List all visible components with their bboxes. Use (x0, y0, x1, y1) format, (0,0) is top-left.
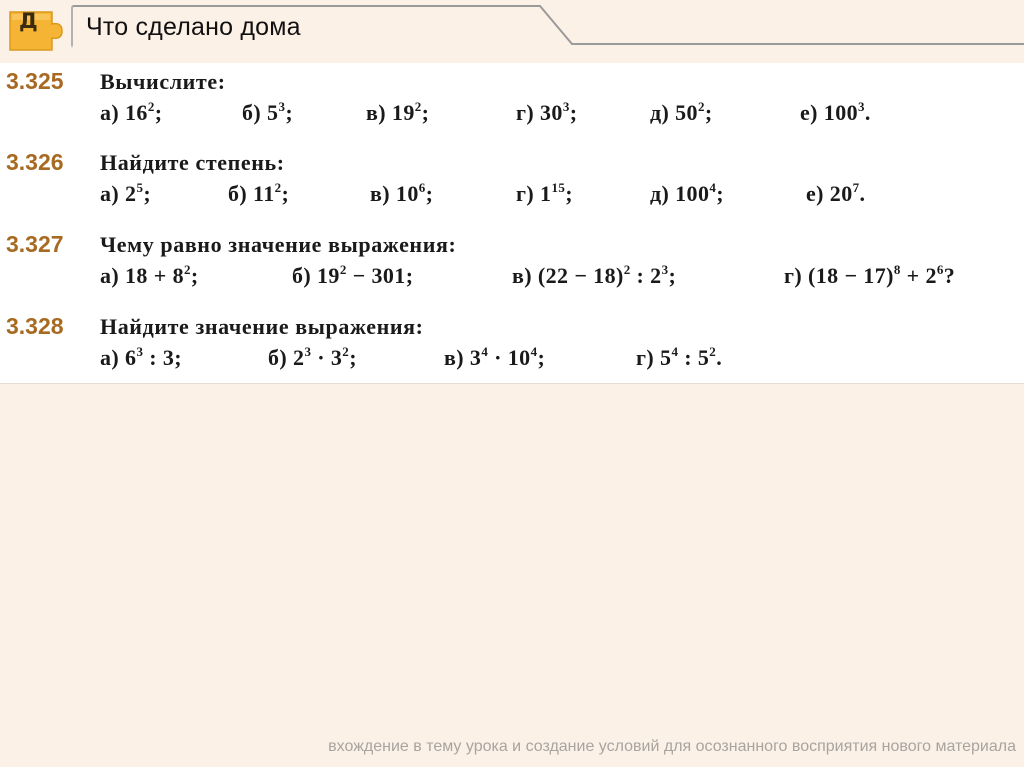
exercise-item (100, 100, 162, 126)
expression-base: (18 − 17) (808, 263, 894, 288)
exponent: 3 (562, 99, 570, 114)
exponent: 7 (852, 180, 860, 195)
item-punctuation: ; (425, 181, 434, 206)
expression-base: 100 (823, 100, 858, 125)
expression-base: 18 + 8 (125, 263, 184, 288)
expression-base: 1 (540, 181, 552, 206)
exercise-item (800, 100, 871, 126)
exponent: 6 (936, 262, 944, 277)
item-punctuation: ; (190, 263, 199, 288)
problem-prompt: Чему равно значение выражения: (100, 232, 457, 257)
item-label: г) (636, 345, 661, 370)
expression-base: 19 (317, 263, 340, 288)
exercise-item (268, 345, 357, 371)
expression-base: 10 (395, 181, 419, 206)
expression-base: · 10 (488, 345, 531, 370)
expression-base: 16 (125, 100, 148, 125)
item-label: а) (100, 263, 126, 288)
exercise-item (516, 181, 573, 207)
problem-number: 3.328 (6, 313, 64, 339)
problem-items (0, 263, 1024, 293)
exponent: 3 (661, 262, 669, 277)
item-label: б) (242, 100, 268, 125)
expression-base: 100 (675, 181, 710, 206)
exponent: 2 (274, 180, 282, 195)
problem-prompt: Найдите значение выражения: (100, 314, 424, 339)
expression-base: 50 (675, 100, 698, 125)
exponent: 2 (339, 262, 347, 277)
expression-base: 5 (267, 100, 279, 125)
item-label: е) (806, 181, 830, 206)
expression-base: (22 − 18) (537, 263, 624, 288)
expression-base: : 2 (630, 263, 662, 288)
item-punctuation: ; (405, 263, 414, 288)
item-label: б) (228, 181, 254, 206)
item-punctuation: . (864, 100, 871, 125)
exponent: 15 (551, 180, 566, 195)
expression-base: 11 (253, 181, 275, 206)
exercise-item (650, 181, 724, 207)
exponent: 2 (183, 262, 191, 277)
item-punctuation: ; (565, 181, 573, 206)
page-title: Что сделано дома (86, 13, 301, 41)
expression-base: 2 (125, 181, 137, 206)
item-punctuation: ; (349, 345, 357, 370)
exercise-item (512, 263, 676, 289)
item-label: д) (650, 181, 676, 206)
footer-caption: вхождение в тему урока и создание условий для осознанного восприятия нового материала (328, 738, 1016, 755)
expression-base: 6 (125, 345, 137, 370)
problem-number: 3.327 (6, 231, 64, 257)
item-label: г) (516, 100, 541, 125)
exercise-item (636, 345, 722, 371)
exercise-item (370, 181, 433, 207)
exponent: 2 (623, 262, 631, 277)
item-label: д) (650, 100, 676, 125)
exponent: 6 (418, 180, 426, 195)
item-punctuation: . (716, 345, 723, 370)
expression-base: : 5 (678, 345, 710, 370)
item-label: в) (370, 181, 396, 206)
exponent: 3 (136, 344, 144, 359)
exponent: 2 (709, 344, 717, 359)
item-punctuation: ; (668, 263, 677, 288)
exercise-item (292, 263, 413, 289)
expression-base: 20 (829, 181, 853, 206)
problem-number: 3.325 (6, 68, 64, 94)
exercise-item (242, 100, 293, 126)
item-label: а) (100, 100, 126, 125)
item-punctuation: ; (569, 100, 578, 125)
item-label: г) (784, 263, 809, 288)
item-punctuation: ; (154, 100, 163, 125)
item-label: б) (292, 263, 318, 288)
exercise-item (444, 345, 545, 371)
exercise-item (650, 100, 713, 126)
exponent: 8 (893, 262, 901, 277)
item-punctuation: ; (537, 345, 546, 370)
expression-base: − 301 (346, 263, 406, 288)
badge-letter: Д (19, 9, 38, 33)
item-label: а) (100, 181, 126, 206)
exponent: 3 (278, 99, 286, 114)
item-punctuation: ; (281, 181, 290, 206)
problem-number: 3.326 (6, 149, 64, 175)
item-punctuation: . (859, 181, 866, 206)
item-punctuation: ; (285, 100, 294, 125)
exponent: 5 (136, 180, 144, 195)
exponent: 2 (342, 344, 350, 359)
slide-header (0, 0, 1024, 60)
problem-items (0, 100, 1024, 130)
exercise-item (100, 181, 151, 207)
item-label: в) (512, 263, 538, 288)
exponent: 2 (697, 99, 705, 114)
expression-base: 2 (293, 345, 305, 370)
item-punctuation: ? (943, 263, 956, 288)
problem-items (0, 345, 1024, 375)
exponent: 4 (671, 344, 679, 359)
exercise-item (516, 100, 577, 126)
expression-base: 19 (391, 100, 415, 125)
item-label: в) (366, 100, 392, 125)
exercise-item (806, 181, 865, 207)
exercise-item (100, 345, 182, 371)
expression-base: : 3 (143, 345, 175, 370)
problem-prompt: Найдите степень: (100, 150, 285, 175)
expression-base: · 3 (311, 345, 343, 370)
expression-base: 5 (660, 345, 672, 370)
exponent: 3 (858, 99, 865, 114)
item-label: а) (100, 345, 126, 370)
expression-base: 3 (469, 345, 482, 370)
textbook-excerpt (0, 63, 1024, 384)
expression-base: 30 (540, 100, 563, 125)
exercise-item (100, 263, 199, 289)
item-punctuation: ; (704, 100, 713, 125)
exponent: 4 (709, 180, 717, 195)
expression-base: + 2 (900, 263, 937, 288)
exponent: 4 (481, 344, 489, 359)
item-punctuation: ; (716, 181, 724, 206)
item-punctuation: ; (174, 345, 183, 370)
item-label: в) (444, 345, 470, 370)
exponent: 2 (147, 99, 155, 114)
exercise-item (784, 263, 955, 289)
item-label: г) (516, 181, 541, 206)
item-punctuation: ; (421, 100, 430, 125)
exercise-item (366, 100, 429, 126)
item-label: б) (268, 345, 294, 370)
item-label: е) (800, 100, 824, 125)
problem-items (0, 181, 1024, 211)
problem-prompt: Вычислите: (100, 69, 226, 94)
item-punctuation: ; (143, 181, 152, 206)
exponent: 4 (530, 344, 538, 359)
exercise-item (228, 181, 289, 207)
exponent: 2 (414, 99, 422, 114)
exponent: 3 (304, 344, 312, 359)
